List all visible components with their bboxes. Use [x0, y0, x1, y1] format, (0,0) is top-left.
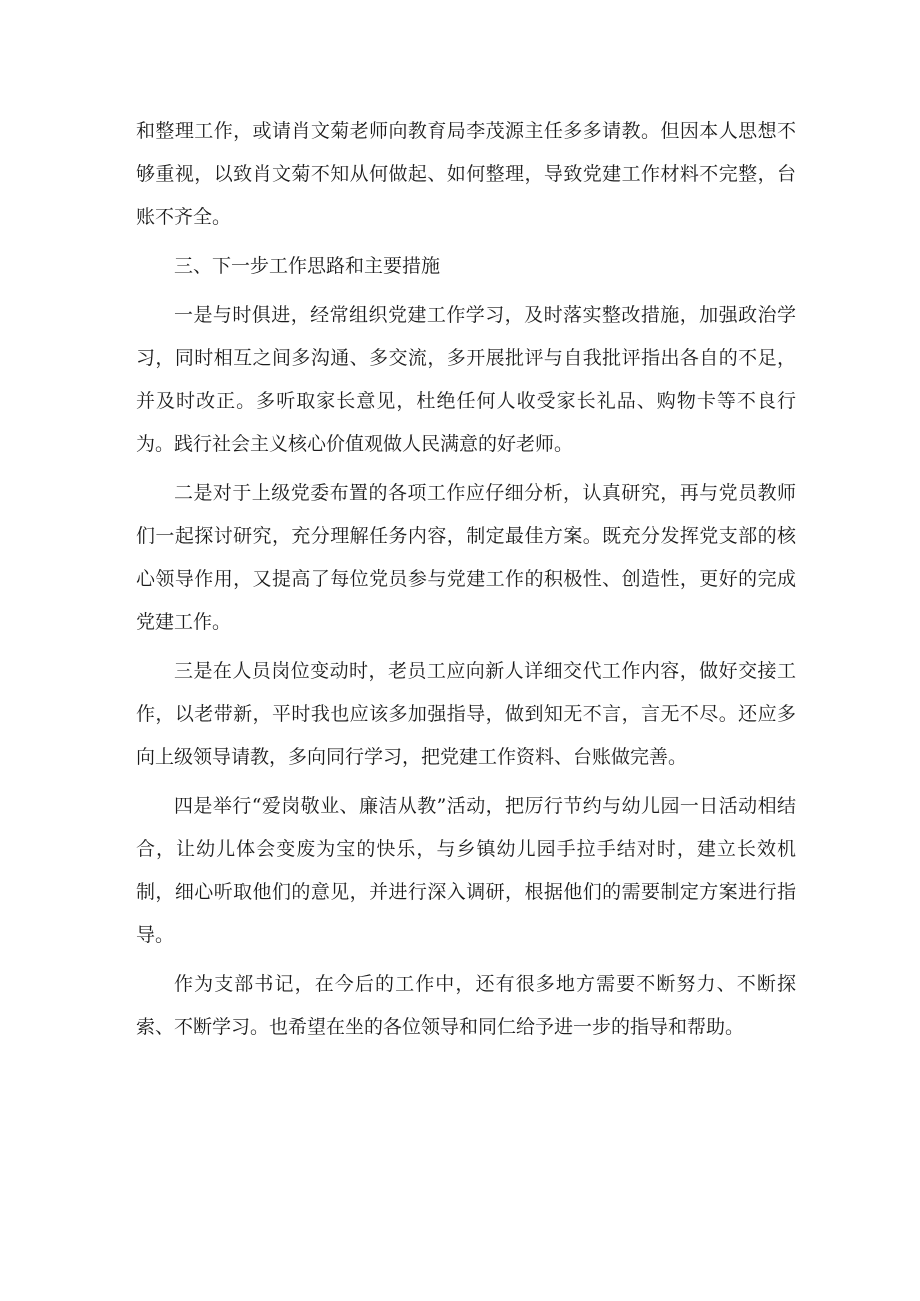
paragraph-measure-two: 二是对于上级党委布置的各项工作应仔细分析，认真研究，再与党员教师们一起探讨研究，充分理解任务内容，制定最佳方案。既充分发挥党支部的核心领导作用，又提高了每位党员参与党建工作的积极性、创造性，更好的完成党建工作。	[136, 482, 796, 633]
paragraph-measure-three: 三是在人员岗位变动时，老员工应向新人详细交代工作内容，做好交接工作，以老带新，平时我也应该多加强指导，做到知无不言，言无不尽。还应多向上级领导请教，多向同行学习，把党建工作资料、台账做完善。	[136, 660, 796, 768]
paragraph-closing: 作为支部书记，在今后的工作中，还有很多地方需要不断努力、不断探索、不断学习。也希望在坐的各位领导和同仁给予进一步的指导和帮助。	[136, 973, 796, 1038]
paragraph-measure-one: 一是与时俱进，经常组织党建工作学习，及时落实整改措施，加强政治学习，同时相互之间多沟通、多交流，多开展批评与自我批评指出各自的不足，并及时改正。多听取家长意见，杜绝任何人收受家长礼品、购物卡等不良行为。践行社会主义核心价值观做人民满意的好老师。	[136, 304, 796, 455]
section-heading-next-steps: 三、下一步工作思路和主要措施	[174, 255, 441, 277]
paragraph-measure-four: 四是举行“爱岗敬业、廉洁从教”活动，把厉行节约与幼儿园一日活动相结合，让幼儿体会变废为宝的快乐，与乡镇幼儿园手拉手结对时，建立长效机制，细心听取他们的意见，并进行深入调研，根据他们的需要制定方案进行指导。	[136, 795, 796, 946]
document-body	[136, 110, 796, 1049]
paragraph-continuation: 和整理工作，或请肖文菊老师向教育局李茂源主任多多请教。但因本人思想不够重视，以致肖文菊不知从何做起、如何整理，导致党建工作材料不完整，台账不齐全。	[136, 120, 796, 228]
